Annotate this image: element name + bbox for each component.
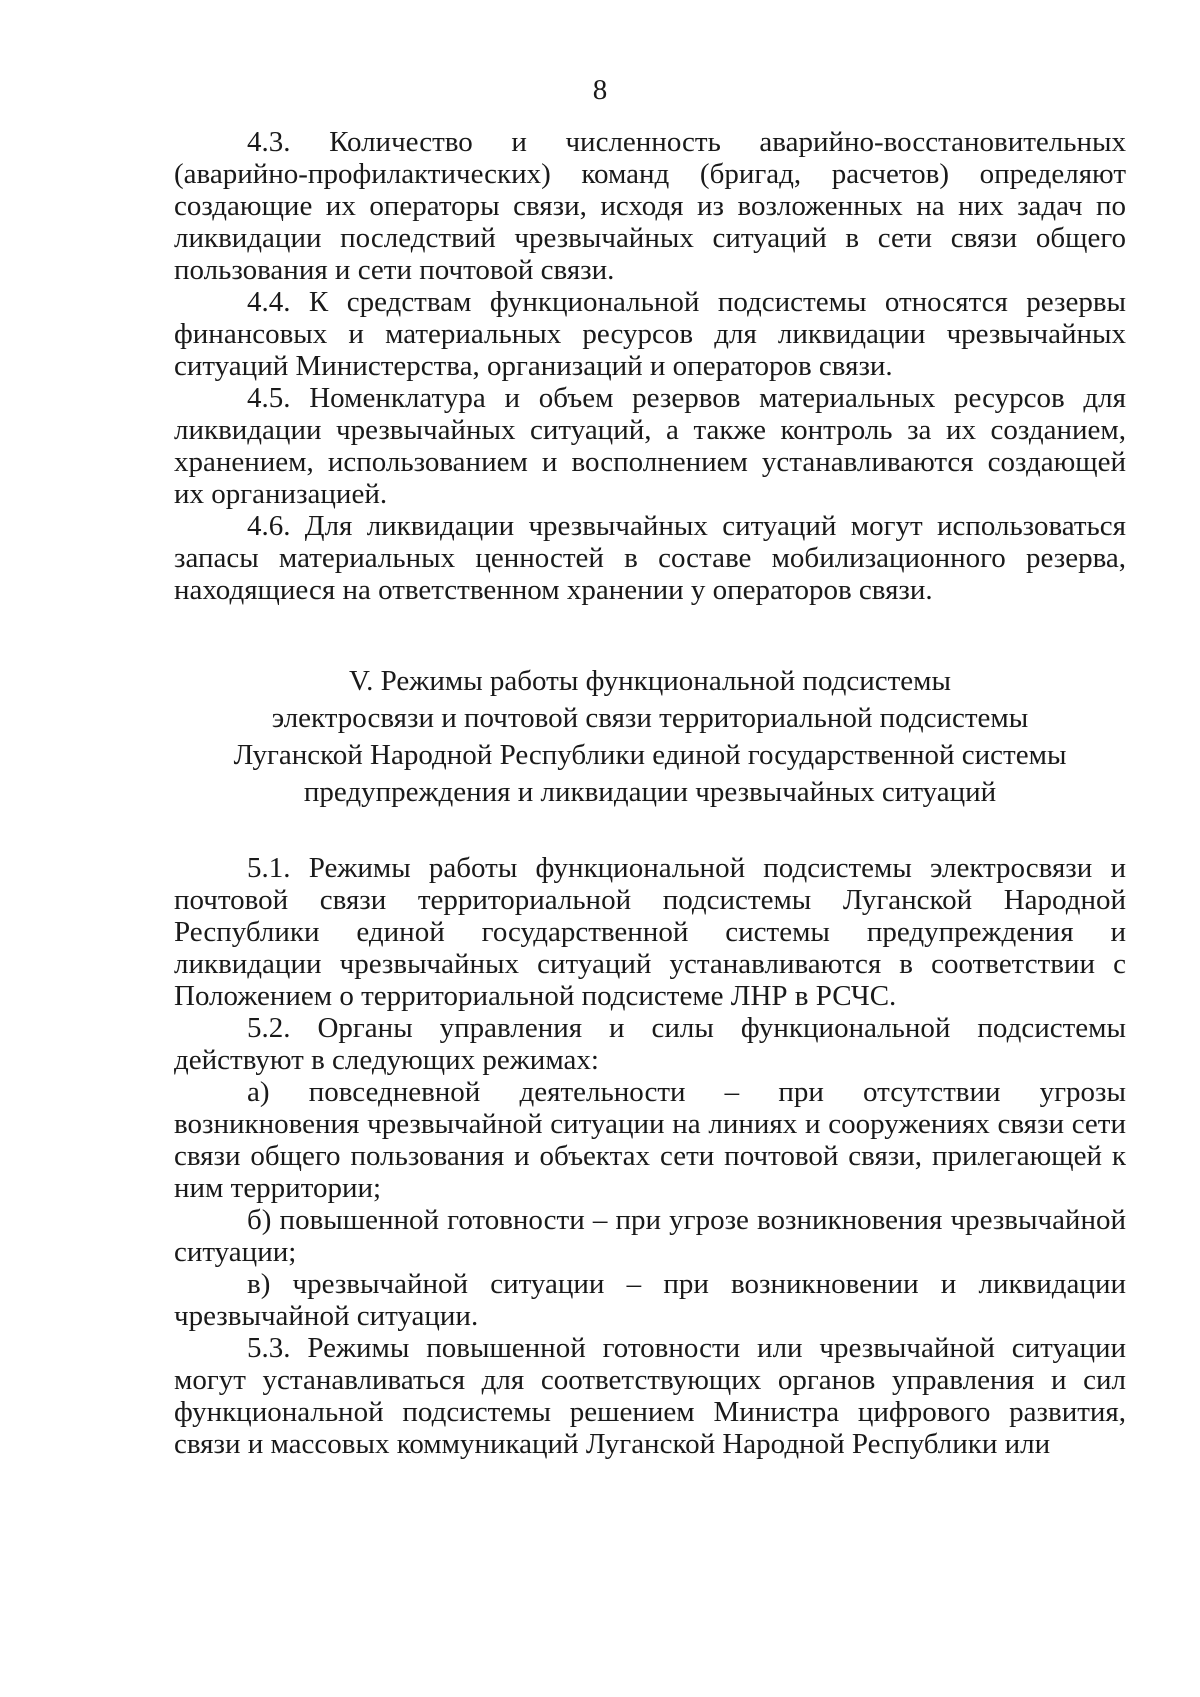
paragraph-4-6: 4.6. Для ликвидации чрезвычайных ситуаций могут использоваться запасы материальных ценностей в составе мобилизационного резерва, находящиеся на ответственном хранении у операторов связи. bbox=[174, 510, 1126, 606]
section-5-heading-line-3: Луганской Народной Республики единой государственной системы bbox=[233, 739, 1067, 771]
section-5-heading-line-4: предупреждения и ликвидации чрезвычайных ситуаций bbox=[303, 776, 997, 808]
paragraph-5-3: 5.3. Режимы повышенной готовности или чрезвычайной ситуации могут устанавливаться для соответствующих органов управления и сил функциональной подсистемы решением Министра цифрового развития, связи и массовых коммуникаций Луганской Народной Республики или bbox=[174, 1332, 1126, 1460]
section-5-heading-line-2: электросвязи и почтовой связи территориальной подсистемы bbox=[271, 702, 1029, 734]
section-5-paragraphs bbox=[174, 852, 1126, 1460]
paragraph-5-2-a: а) повседневной деятельности – при отсутствии угрозы возникновения чрезвычайной ситуации на линиях и сооружениях связи сети связи общего пользования и объектах сети почтовой связи, прилегающей к ним территории; bbox=[174, 1076, 1126, 1204]
paragraph-4-4: 4.4. К средствам функциональной подсистемы относятся резервы финансовых и материальных ресурсов для ликвидации чрезвычайных ситуаций Министерства, организаций и операторов связи. bbox=[174, 286, 1126, 382]
section-4-paragraphs bbox=[174, 126, 1126, 606]
section-5-heading bbox=[174, 663, 1126, 811]
paragraph-4-5: 4.5. Номенклатура и объем резервов материальных ресурсов для ликвидации чрезвычайных ситуаций, а также контроль за их созданием, хранением, использованием и восполнением устанавливаются создающей их организацией. bbox=[174, 382, 1126, 510]
paragraph-5-2-b: б) повышенной готовности – при угрозе возникновения чрезвычайной ситуации; bbox=[174, 1204, 1126, 1268]
paragraph-4-3: 4.3. Количество и численность аварийно-восстановительных (аварийно-профилактических) команд (бригад, расчетов) определяют создающие их операторы связи, исходя из возложенных на них задач по ликвидации последствий чрезвычайных ситуаций в сети связи общего пользования и сети почтовой связи. bbox=[174, 126, 1126, 286]
paragraph-5-2-c: в) чрезвычайной ситуации – при возникновении и ликвидации чрезвычайной ситуации. bbox=[174, 1268, 1126, 1332]
paragraph-5-2: 5.2. Органы управления и силы функциональной подсистемы действуют в следующих режимах: bbox=[174, 1012, 1126, 1076]
paragraph-5-1: 5.1. Режимы работы функциональной подсистемы электросвязи и почтовой связи территориальной подсистемы Луганской Народной Республики единой государственной системы предупреждения и ликвидации чрезвычайных ситуаций устанавливаются в соответствии с Положением о территориальной подсистеме ЛНР в РСЧС. bbox=[174, 852, 1126, 1012]
page-number: 8 bbox=[592, 74, 608, 106]
section-5-heading-line-1: V. Режимы работы функциональной подсистемы bbox=[348, 665, 952, 697]
